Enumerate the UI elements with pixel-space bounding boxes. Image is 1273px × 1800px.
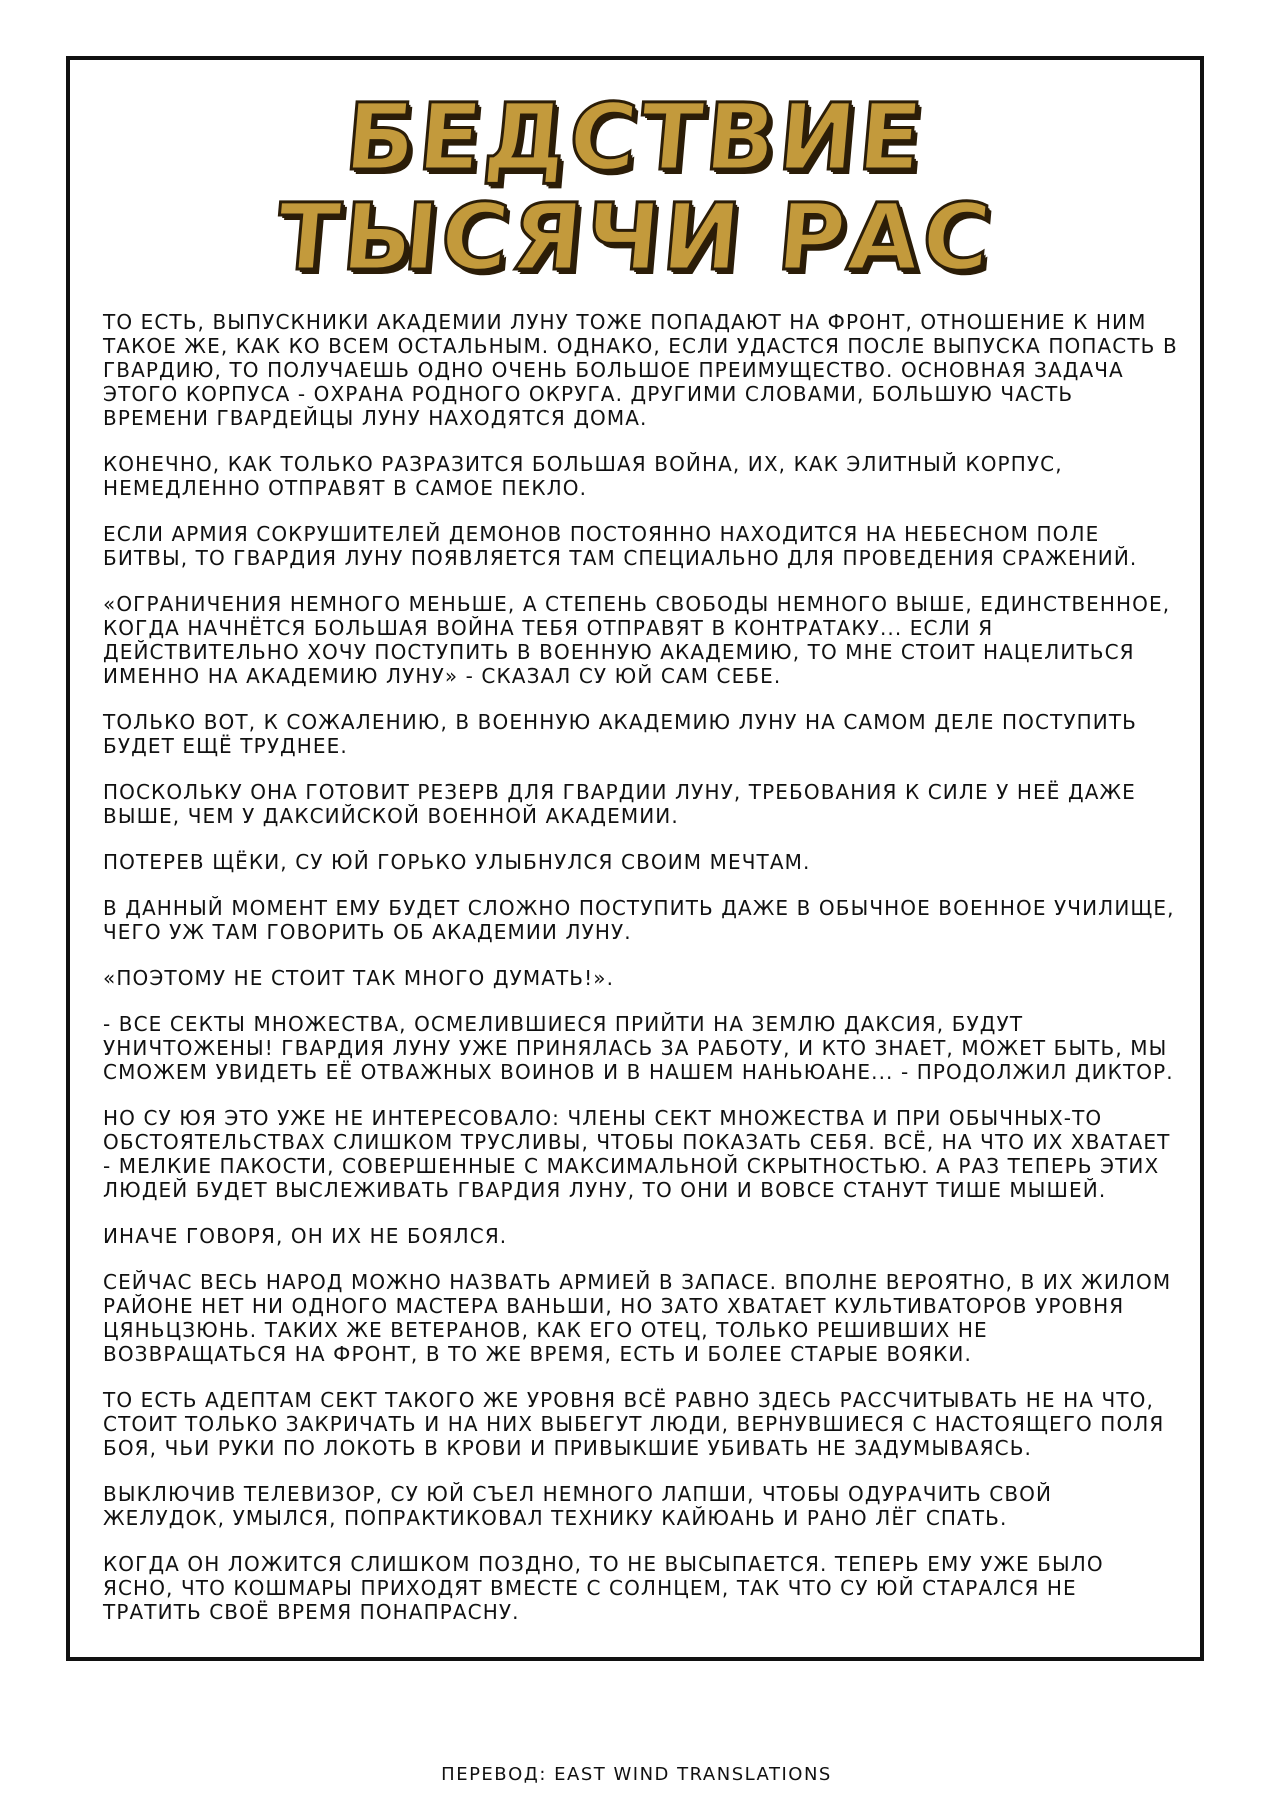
paragraph-13: СЕЙЧАС ВЕСЬ НАРОД МОЖНО НАЗВАТЬ АРМИЕЙ В ЗАПАСЕ. ВПОЛНЕ ВЕРОЯТНО, В ИХ ЖИЛОМ РАЙОНЕ НЕТ НИ ОДНОГО МАСТЕРА ВАНЬШИ, НО ЗАТО ХВАТАЕТ КУЛЬТИВАТОРОВ УРОВНЯ ЦЯНЬЦЗЮНЬ. ТАКИХ ЖЕ ВЕТЕРАНОВ, КАК ЕГО ОТЕЦ, ТОЛЬКО РЕШИВШИХ НЕ ВОЗВРАЩАТЬСЯ НА ФРОНТ, В ТО ЖЕ ВРЕМЯ, ЕСТЬ И БОЛЕЕ СТАРЫЕ ВОЯКИ. xyxy=(103,1270,1172,1366)
page-frame xyxy=(66,56,1204,1661)
paragraph-2: КОНЕЧНО, КАК ТОЛЬКО РАЗРАЗИТСЯ БОЛЬШАЯ ВОЙНА, ИХ, КАК ЭЛИТНЫЙ КОРПУС, НЕМЕДЛЕННО ОТПРАВЯТ В САМОЕ ПЕКЛО. xyxy=(103,452,1063,500)
paragraph-11: НО СУ ЮЯ ЭТО УЖЕ НЕ ИНТЕРЕСОВАЛО: ЧЛЕНЫ СЕКТ МНОЖЕСТВА И ПРИ ОБЫЧНЫХ-ТО ОБСТОЯТЕЛЬСТВАХ СЛИШКОМ ТРУСЛИВЫ, ЧТОБЫ ПОКАЗАТЬ СЕБЯ. ВСЁ, НА ЧТО ИХ ХВАТАЕТ - МЕЛКИЕ ПАКОСТИ, СОВЕРШЕННЫЕ С МАКСИМАЛЬНОЙ СКРЫТНОСТЬЮ. А РАЗ ТЕПЕРЬ ЭТИХ ЛЮДЕЙ БУДЕТ ВЫСЛЕЖИВАТЬ ГВАРДИЯ ЛУНУ, ТО ОНИ И ВОВСЕ СТАНУТ ТИШЕ МЫШЕЙ. xyxy=(103,1106,1171,1202)
paragraph-3: ЕСЛИ АРМИЯ СОКРУШИТЕЛЕЙ ДЕМОНОВ ПОСТОЯННО НАХОДИТСЯ НА НЕБЕСНОМ ПОЛЕ БИТВЫ, ТО ГВАРДИЯ ЛУНУ ПОЯВЛЯЕТСЯ ТАМ СПЕЦИАЛЬНО ДЛЯ ПРОВЕДЕНИЯ СРАЖЕНИЙ. xyxy=(103,522,1138,570)
paragraph-16: КОГДА ОН ЛОЖИТСЯ СЛИШКОМ ПОЗДНО, ТО НЕ ВЫСЫПАЕТСЯ. ТЕПЕРЬ ЕМУ УЖЕ БЫЛО ЯСНО, ЧТО КОШМАРЫ ПРИХОДЯТ ВМЕСТЕ С СОЛНЦЕМ, ТАК ЧТО СУ ЮЙ СТАРАЛСЯ НЕ ТРАТИТЬ СВОЁ ВРЕМЯ ПОНАПРАСНУ. xyxy=(103,1552,1104,1624)
paragraph-6: ПОСКОЛЬКУ ОНА ГОТОВИТ РЕЗЕРВ ДЛЯ ГВАРДИИ ЛУНУ, ТРЕБОВАНИЯ К СИЛЕ У НЕЁ ДАЖЕ ВЫШЕ, ЧЕМ У ДАКСИЙСКОЙ ВОЕННОЙ АКАДЕМИИ. xyxy=(103,780,1136,828)
title-line-2: ТЫСЯЧИ РАС xyxy=(272,184,998,291)
page-title xyxy=(70,84,1200,291)
paragraph-7: ПОТЕРЕВ ЩЁКИ, СУ ЮЙ ГОРЬКО УЛЫБНУЛСЯ СВОИМ МЕЧТАМ. xyxy=(103,850,811,874)
paragraph-5: ТОЛЬКО ВОТ, К СОЖАЛЕНИЮ, В ВОЕННУЮ АКАДЕМИЮ ЛУНУ НА САМОМ ДЕЛЕ ПОСТУПИТЬ БУДЕТ ЕЩЁ ТРУДНЕЕ. xyxy=(103,710,1137,758)
paragraph-9: «ПОЭТОМУ НЕ СТОИТ ТАК МНОГО ДУМАТЬ!». xyxy=(103,966,615,990)
paragraph-4: «ОГРАНИЧЕНИЯ НЕМНОГО МЕНЬШЕ, А СТЕПЕНЬ СВОБОДЫ НЕМНОГО ВЫШЕ, ЕДИНСТВЕННОЕ, КОГДА НАЧНЁТСЯ БОЛЬШАЯ ВОЙНА ТЕБЯ ОТПРАВЯТ В КОНТРАТАКУ... ЕСЛИ Я ДЕЙСТВИТЕЛЬНО ХОЧУ ПОСТУПИТЬ В ВОЕННУЮ АКАДЕМИЮ, ТО МНЕ СТОИТ НАЦЕЛИТЬСЯ ИМЕННО НА АКАДЕМИЮ ЛУНУ» - СКАЗАЛ СУ ЮЙ САМ СЕБЕ. xyxy=(103,592,1171,688)
paragraph-8: В ДАННЫЙ МОМЕНТ ЕМУ БУДЕТ СЛОЖНО ПОСТУПИТЬ ДАЖЕ В ОБЫЧНОЕ ВОЕННОЕ УЧИЛИЩЕ, ЧЕГО УЖ ТАМ ГОВОРИТЬ ОБ АКАДЕМИИ ЛУНУ. xyxy=(103,896,1175,944)
paragraph-10: - ВСЕ СЕКТЫ МНОЖЕСТВА, ОСМЕЛИВШИЕСЯ ПРИЙТИ НА ЗЕМЛЮ ДАКСИЯ, БУДУТ УНИЧТОЖЕНЫ! ГВАРДИЯ ЛУНУ УЖЕ ПРИНЯЛАСЬ ЗА РАБОТУ, И КТО ЗНАЕТ, МОЖЕТ БЫТЬ, МЫ СМОЖЕМ УВИДЕТЬ ЕЁ ОТВАЖНЫХ ВОИНОВ И В НАШЕМ НАНЬЮАНЕ... - ПРОДОЛЖИЛ ДИКТОР. xyxy=(103,1012,1174,1084)
paragraph-14: ТО ЕСТЬ АДЕПТАМ СЕКТ ТАКОГО ЖЕ УРОВНЯ ВСЁ РАВНО ЗДЕСЬ РАССЧИТЫВАТЬ НЕ НА ЧТО, СТОИТ ТОЛЬКО ЗАКРИЧАТЬ И НА НИХ ВЫБЕГУТ ЛЮДИ, ВЕРНУВШИЕСЯ С НАСТОЯЩЕГО ПОЛЯ БОЯ, ЧЬИ РУКИ ПО ЛОКОТЬ В КРОВИ И ПРИВЫКШИЕ УБИВАТЬ НЕ ЗАДУМЫВАЯСЬ. xyxy=(103,1388,1165,1460)
text-body xyxy=(103,310,1178,1646)
paragraph-1: ТО ЕСТЬ, ВЫПУСКНИКИ АКАДЕМИИ ЛУНУ ТОЖЕ ПОПАДАЮТ НА ФРОНТ, ОТНОШЕНИЕ К НИМ ТАКОЕ ЖЕ, КАК КО ВСЕМ ОСТАЛЬНЫМ. ОДНАКО, ЕСЛИ УДАСТСЯ ПОСЛЕ ВЫПУСКА ПОПАСТЬ В ГВАРДИЮ, ТО ПОЛУЧАЕШЬ ОДНО ОЧЕНЬ БОЛЬШОЕ ПРЕИМУЩЕСТВО. ОСНОВНАЯ ЗАДАЧА ЭТОГО КОРПУСА - ОХРАНА РОДНОГО ОКРУГА. ДРУГИМИ СЛОВАМИ, БОЛЬШУЮ ЧАСТЬ ВРЕМЕНИ ГВАРДЕЙЦЫ ЛУНУ НАХОДЯТСЯ ДОМА. xyxy=(103,310,1178,430)
title-line-1: БЕДСТВИЕ xyxy=(340,84,930,191)
paragraph-15: ВЫКЛЮЧИВ ТЕЛЕВИЗОР, СУ ЮЙ СЪЕЛ НЕМНОГО ЛАПШИ, ЧТОБЫ ОДУРАЧИТЬ СВОЙ ЖЕЛУДОК, УМЫЛСЯ, ПОПРАКТИКОВАЛ ТЕХНИКУ КАЙЮАНЬ И РАНО ЛЁГ СПАТЬ. xyxy=(103,1482,1053,1530)
translator-credit: ПЕРЕВОД: EAST WIND TRANSLATIONS xyxy=(441,1764,832,1785)
paragraph-12: ИНАЧЕ ГОВОРЯ, ОН ИХ НЕ БОЯЛСЯ. xyxy=(103,1224,508,1248)
